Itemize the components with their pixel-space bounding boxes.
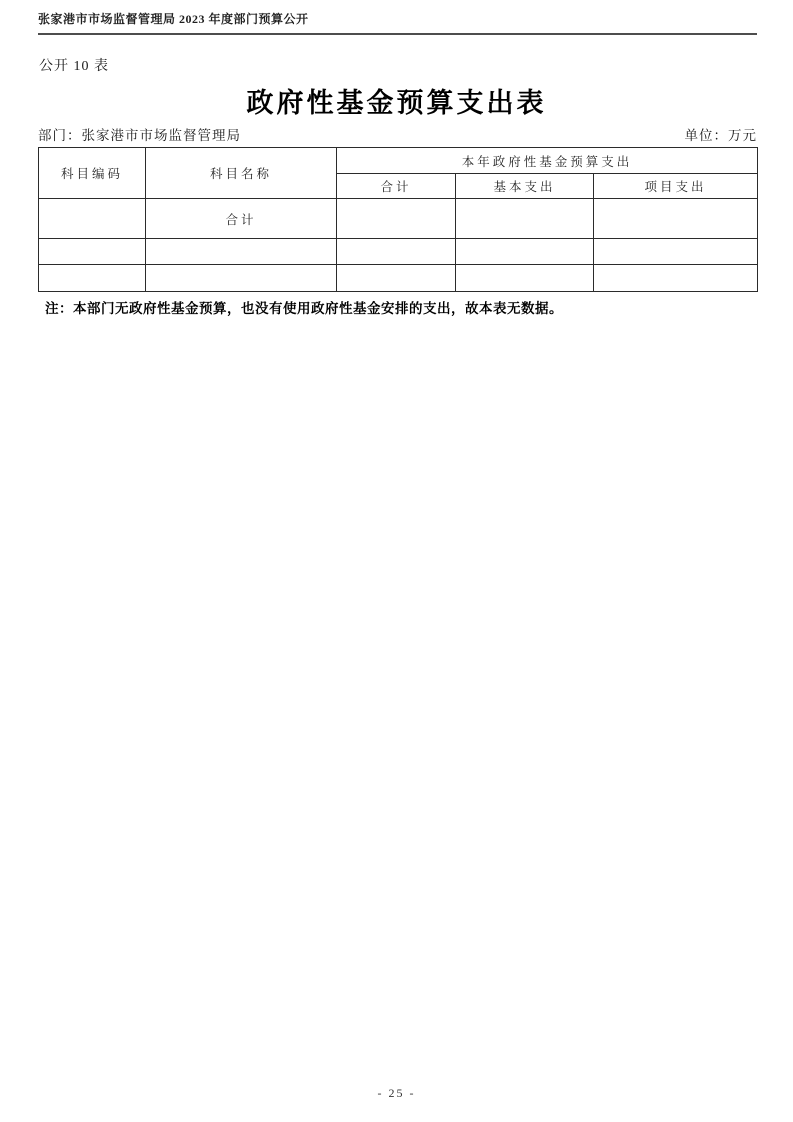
cell-total xyxy=(337,265,456,292)
budget-table xyxy=(38,147,758,292)
page-number: - 25 - xyxy=(377,1086,416,1100)
header-sub-total: 合计 xyxy=(337,174,456,199)
cell-code xyxy=(39,239,146,265)
unit-label: 单位：万元 xyxy=(684,128,757,143)
header-subject-name: 科目名称 xyxy=(146,148,337,199)
cell-total xyxy=(337,199,456,239)
table-row xyxy=(39,199,758,239)
header-sub-basic: 基本支出 xyxy=(456,174,594,199)
cell-name xyxy=(146,265,337,292)
cell-name xyxy=(146,239,337,265)
meta-row xyxy=(38,124,757,144)
header-sub-project: 项目支出 xyxy=(594,174,758,199)
cell-project xyxy=(594,199,758,239)
cell-basic xyxy=(456,265,594,292)
header-group-annual-fund-expenditure: 本年政府性基金预算支出 xyxy=(337,148,758,174)
table-row xyxy=(39,265,758,292)
department-label: 部门：张家港市市场监督管理局 xyxy=(38,128,241,143)
header-subject-code: 科目编码 xyxy=(39,148,146,199)
table-label: 公开 10 表 xyxy=(39,59,109,74)
footnote: 注：本部门无政府性基金预算，也没有使用政府性基金安排的支出，故本表无数据。 xyxy=(45,301,563,316)
cell-total xyxy=(337,239,456,265)
cell-basic xyxy=(456,239,594,265)
cell-code xyxy=(39,199,146,239)
running-header: 张家港市市场监督管理局 2023 年度部门预算公开 xyxy=(38,10,757,35)
cell-project xyxy=(594,239,758,265)
cell-name: 合计 xyxy=(146,199,337,239)
table-header-row-group xyxy=(39,148,758,174)
cell-basic xyxy=(456,199,594,239)
cell-project xyxy=(594,265,758,292)
cell-code xyxy=(39,265,146,292)
page-title: 政府性基金预算支出表 xyxy=(246,88,547,118)
table-row xyxy=(39,239,758,265)
